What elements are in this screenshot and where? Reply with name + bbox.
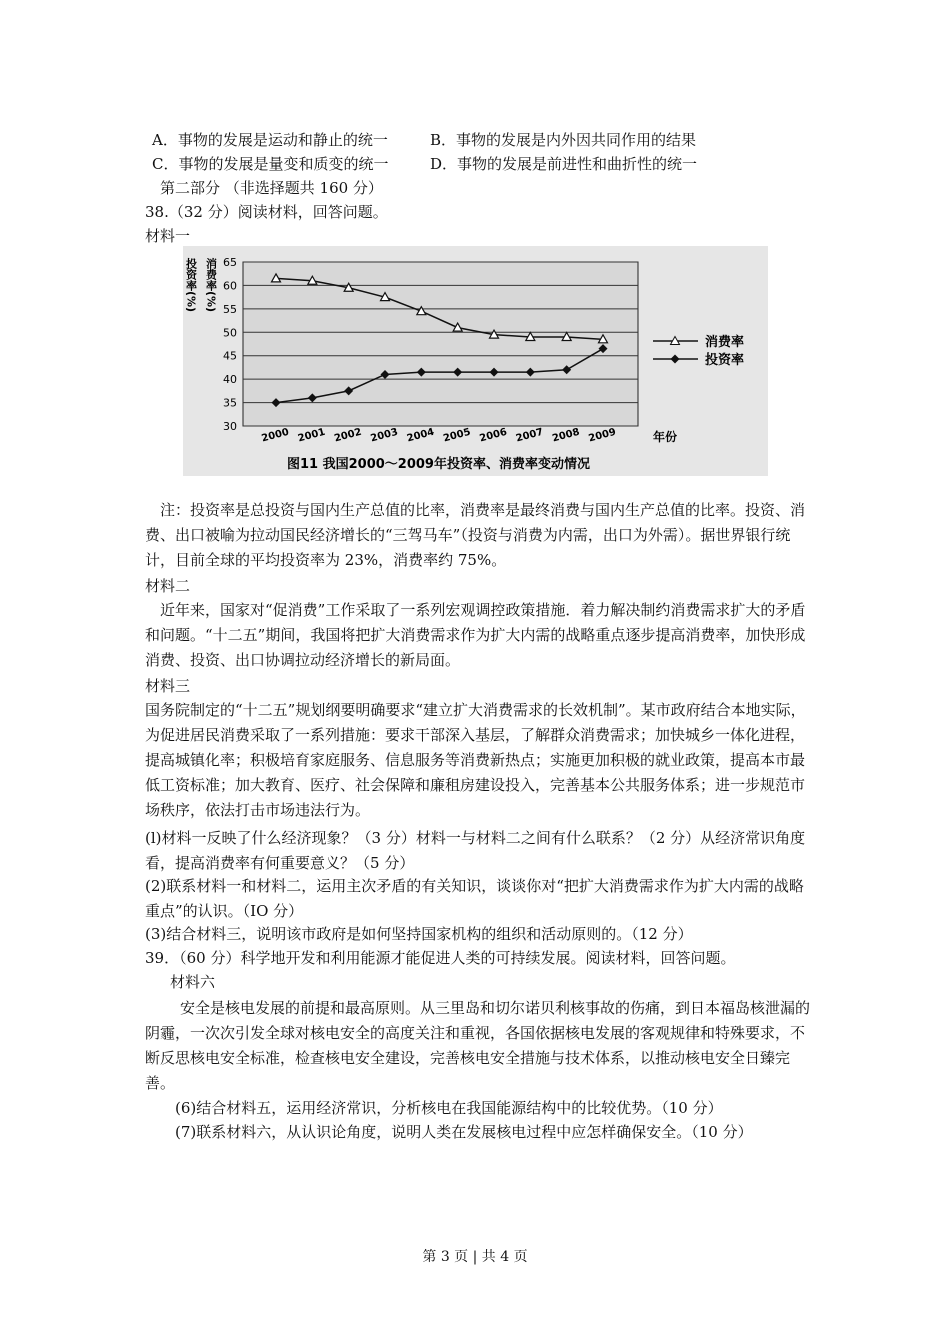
x-ticks <box>260 427 617 445</box>
note-text: 注：投资率是总投资与国内生产总值的比率，消费率是最终消费与国内生产总值的比率。投资、消费、出口被喻为拉动国民经济增长的“三驾马车”（投资与消费为内需，出口为外需）。据世界银行统计，目前全球的平均投资率为 23%，消费率约 75%。 <box>145 501 806 569</box>
y-tick-label: 40 <box>223 373 237 387</box>
x-tick-label: 2003 <box>369 426 400 445</box>
chart-title: 图11 我国2000～2009年投资率、消费率变动情况 <box>287 457 590 472</box>
q38-q2-text: (2)联系材料一和材料二，运用主次矛盾的有关知识，谈谈你对“把扩大消费需求作为扩大内需的战略重点”的认识。（IO 分） <box>145 877 804 920</box>
q38-question-2 <box>145 874 810 924</box>
x-tick-label: 2002 <box>333 426 363 445</box>
material3-paragraph <box>145 698 810 823</box>
note-paragraph <box>145 498 810 573</box>
material2-paragraph <box>145 598 810 673</box>
x-tick-label: 2005 <box>442 426 472 445</box>
option-c: C．事物的发展是量变和质变的统一 <box>152 155 389 173</box>
legend-label: 投资率 <box>705 353 745 368</box>
q38-q1-text: (l)材料一反映了什么经济现象？（3 分）材料一与材料二之间有什么联系？（2 分）从经济常识角度看，提高消费率有何重要意义？（5 分） <box>145 829 806 872</box>
x-tick-label: 2004 <box>405 426 436 445</box>
y-axis-label-right: 消费率(%) <box>204 258 218 313</box>
x-tick-label: 2000 <box>260 426 291 445</box>
material6-paragraph <box>145 996 810 1096</box>
plot-area <box>243 262 638 426</box>
material2-label: 材料二 <box>145 577 191 595</box>
q38-heading: 38.（32 分）阅读材料，回答问题。 <box>145 203 388 221</box>
q39-q7-text: (7)联系材料六，从认识论角度，说明人类在发展核电过程中应怎样确保安全。（10 分） <box>175 1123 753 1141</box>
q39-question-6: (6)结合材料五，运用经济常识，分析核电在我国能源结构中的比较优势。（10 分） <box>175 1099 723 1117</box>
legend <box>653 334 744 368</box>
part2-title: 第二部分 （非选择题共 160 分） <box>160 179 383 197</box>
q38-q3-text: (3)结合材料三，说明该市政府是如何坚持国家机构的组织和活动原则的。（12 分） <box>145 925 693 943</box>
y-tick-label: 45 <box>223 349 237 363</box>
page-footer: 第 3 页 | 共 4 页 <box>422 1249 528 1265</box>
material2-text: 近年来，国家对“促消费”工作采取了一系列宏观调控政策措施．着力解决制约消费需求扩大的矛盾和问题。“十二五”期间，我国将把扩大消费需求作为扩大内需的战略重点逐步提高消费率，加快形成消费、投资、出口协调拉动经济增长的新局面。 <box>145 601 806 669</box>
y-tick-label: 35 <box>223 396 237 410</box>
q39-heading: 39．（60 分）科学地开发和利用能源才能促进人类的可持续发展。阅读材料，回答问题。 <box>145 949 736 967</box>
material6-label: 材料六 <box>170 973 216 991</box>
option-a: A．事物的发展是运动和静止的统一 <box>152 131 388 149</box>
x-tick-label: 2009 <box>587 426 618 445</box>
x-tick-label: 2006 <box>478 426 509 445</box>
y-tick-label: 50 <box>223 326 237 340</box>
legend-label: 消费率 <box>705 335 745 350</box>
option-b: B．事物的发展是内外因共同作用的结果 <box>430 131 697 149</box>
y-axis-label-left: 投资率(%) <box>184 258 198 313</box>
material3-text: 国务院制定的“十二五”规划纲要明确要求“建立扩大消费需求的长效机制”。某市政府结合本地实际，为促进居民消费采取了一系列措施：要求干部深入基层，了解群众消费需求；加快城乡一体化进程，提高城镇化率；积极培育家庭服务、信息服务等消费新热点；实施更加积极的就业政策，提高本市最低工资标准；加大教育、医疗、社会保障和廉租房建设投入，完善基本公共服务体系；进一步规范市场秩序，依法打击市场违法行为。 <box>145 701 806 819</box>
x-tick-label: 2008 <box>551 426 581 445</box>
material6-text: 安全是核电发展的前提和最高原则。从三里岛和切尔诺贝利核事故的伤痛，到日本福岛核泄漏的阴霾，一次次引发全球对核电安全的高度关注和重视，各国依据核电发展的客观规律和特殊要求，不断反思核电安全标准，检查核电安全建设，完善核电安全措施与技术体系，以推动核电安全日臻完善。 <box>145 999 811 1092</box>
x-tick-label: 2007 <box>514 426 545 445</box>
chart-figure <box>183 246 768 476</box>
chart-svg <box>183 246 768 476</box>
y-ticks <box>223 256 237 433</box>
y-tick-label: 65 <box>223 256 237 269</box>
y-tick-label: 30 <box>223 420 237 433</box>
material1-label: 材料一 <box>145 227 191 245</box>
option-d: D．事物的发展是前进性和曲折性的统一 <box>430 155 698 173</box>
x-axis-label: 年份 <box>653 430 678 444</box>
x-tick-label: 2001 <box>296 426 327 445</box>
q38-question-3 <box>145 922 810 947</box>
q38-question-1 <box>145 826 810 876</box>
q39-question-7 <box>145 1120 810 1145</box>
y-tick-label: 55 <box>223 302 237 316</box>
y-tick-label: 60 <box>223 279 237 293</box>
material3-label: 材料三 <box>145 677 191 695</box>
legend-marker <box>671 355 680 364</box>
